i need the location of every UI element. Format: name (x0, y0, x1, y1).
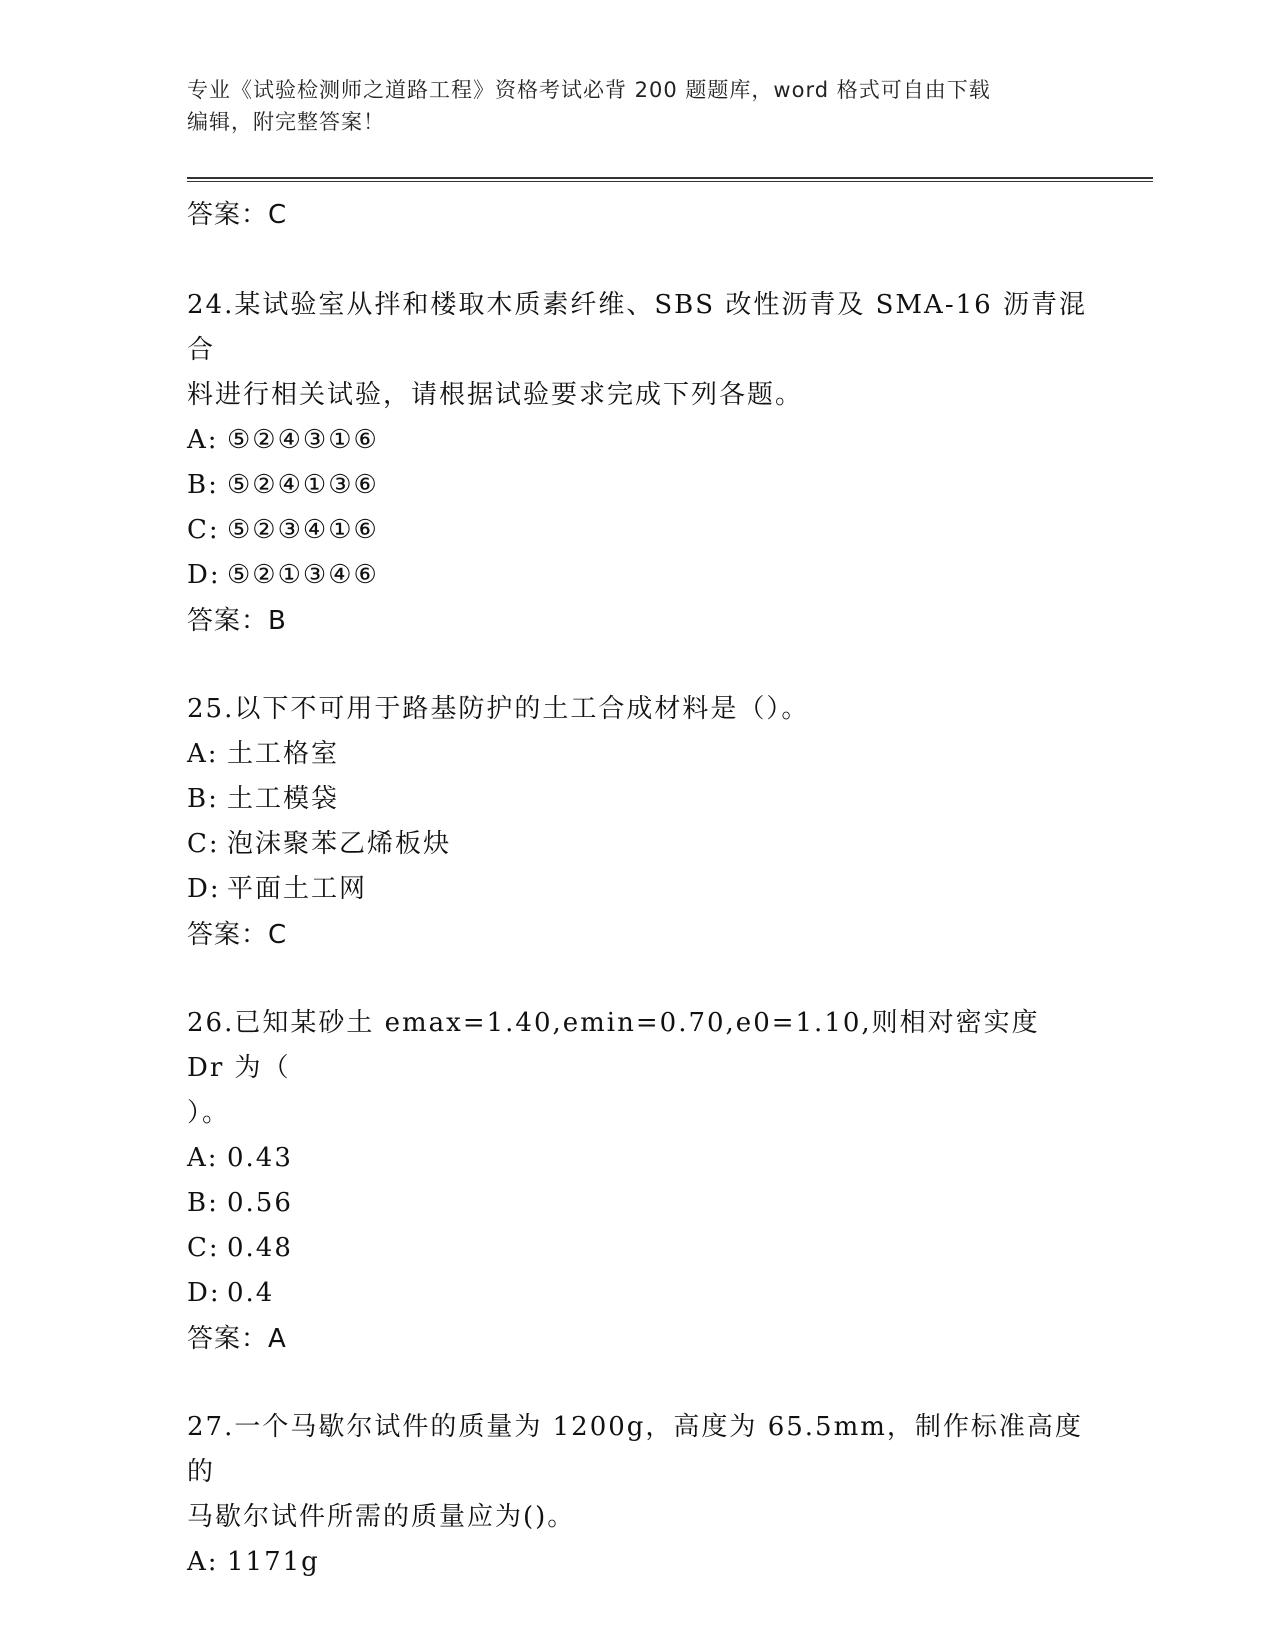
option-letter: B: (187, 470, 219, 500)
option-text: 0.48 (227, 1233, 293, 1263)
option-letter: B: (187, 1188, 219, 1218)
option-a (187, 1136, 1087, 1181)
option-b (187, 777, 1087, 822)
question-answer: 答案：C (187, 920, 288, 950)
option-text: ⑤②①③④⑥ (227, 560, 379, 590)
option-c (187, 1226, 1087, 1271)
question-stem-line-2: 马歇尔试件所需的质量应为()。 (187, 1502, 576, 1532)
option-text: ⑤②④③①⑥ (227, 425, 379, 455)
question-stem (187, 1405, 1087, 1540)
option-b (187, 1181, 1087, 1226)
option-letter: C: (187, 1233, 220, 1263)
option-text: 0.4 (227, 1278, 275, 1308)
question-list (187, 283, 1087, 1585)
option-c (187, 822, 1087, 867)
option-a (187, 732, 1087, 777)
option-letter: A: (187, 1143, 219, 1173)
question-stem-line-1: 24.某试验室从拌和楼取木质素纤维、SBS 改性沥青及 SMA-16 沥青混合 (187, 290, 1087, 365)
question-stem-line-2: ）。 (187, 1098, 231, 1128)
header-divider (187, 177, 1153, 182)
question-24 (187, 283, 1087, 644)
question-answer: 答案：A (187, 1324, 287, 1354)
option-text: ⑤②④①③⑥ (227, 470, 379, 500)
option-text: 1171g (227, 1547, 320, 1577)
header-line-2: 编辑，附完整答案！ (187, 110, 385, 134)
option-letter: A: (187, 425, 219, 455)
question-stem-line-2: 料进行相关试验，请根据试验要求完成下列各题。 (187, 380, 804, 410)
question-stem-line-1: 27.一个马歇尔试件的质量为 1200g，高度为 65.5mm，制作标准高度的 (187, 1412, 1083, 1487)
question-25 (187, 687, 1087, 958)
option-text: 0.56 (227, 1188, 293, 1218)
question-answer: 答案：B (187, 606, 287, 636)
question-27 (187, 1405, 1087, 1585)
option-letter: B: (187, 784, 219, 814)
question-stem (187, 1001, 1087, 1136)
question-26 (187, 1001, 1087, 1362)
option-text: ⑤②③④①⑥ (227, 515, 379, 545)
option-letter: A: (187, 739, 219, 769)
option-letter: C: (187, 515, 220, 545)
option-text: 土工格室 (227, 739, 340, 769)
option-letter: D: (187, 874, 221, 904)
option-letter: D: (187, 1278, 221, 1308)
option-text: 泡沫聚苯乙烯板炔 (227, 829, 452, 859)
header-line-1: 专业《试验检测师之道路工程》资格考试必背 200 题题库，word 格式可自由下载 (187, 78, 991, 102)
option-d (187, 1271, 1087, 1316)
option-text: 0.43 (227, 1143, 293, 1173)
option-c (187, 508, 1087, 553)
option-a (187, 1540, 1087, 1585)
option-d (187, 553, 1087, 598)
page-header (187, 74, 1087, 138)
question-stem-line-1: 25.以下不可用于路基防护的土工合成材料是（）。 (187, 694, 810, 724)
option-letter: A: (187, 1547, 219, 1577)
question-stem (187, 283, 1087, 418)
option-a (187, 418, 1087, 463)
option-b (187, 463, 1087, 508)
option-text: 土工模袋 (227, 784, 340, 814)
question-stem-line-1: 26.已知某砂土 emax=1.40,emin=0.70,e0=1.10,则相对密实度 Dr 为（ (187, 1008, 1040, 1083)
question-stem (187, 687, 1087, 732)
option-letter: D: (187, 560, 221, 590)
option-text: 平面土工网 (227, 874, 368, 904)
option-d (187, 867, 1087, 912)
option-letter: C: (187, 829, 220, 859)
previous-question-answer: 答案：C (187, 200, 288, 230)
